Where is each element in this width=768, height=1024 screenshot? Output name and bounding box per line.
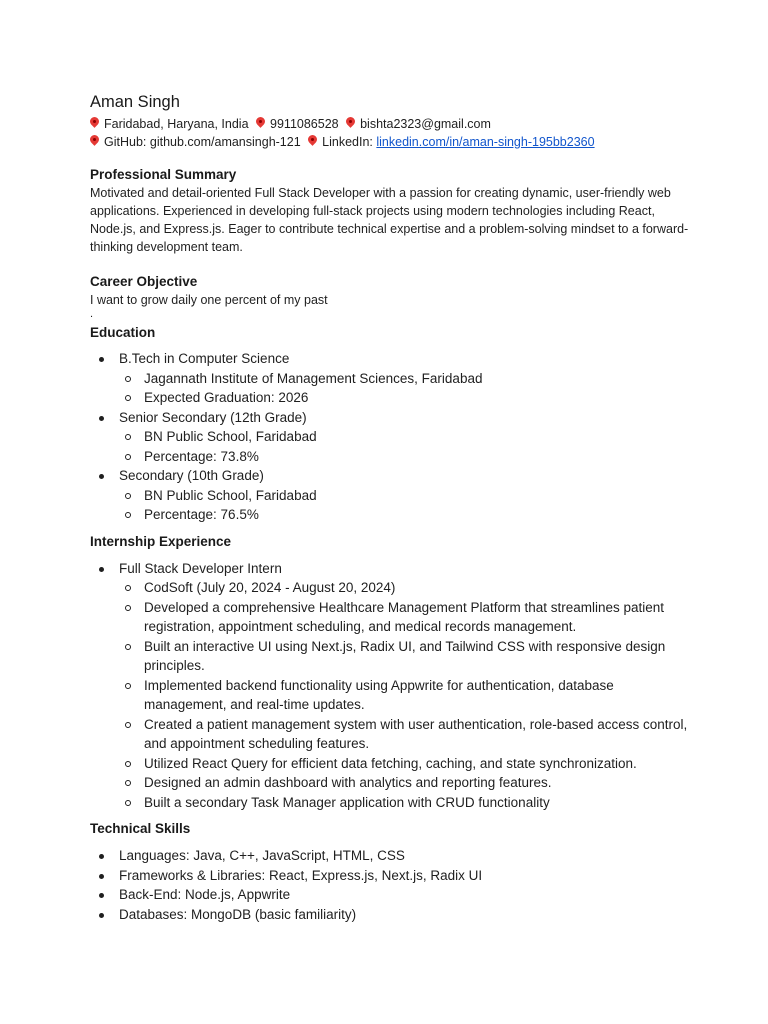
contact-line-2 (90, 133, 690, 151)
internship-detail: CodSoft (July 20, 2024 - August 20, 2024) (119, 578, 690, 598)
skills-list (90, 846, 690, 924)
internship-detail: Built an interactive UI using Next.js, Radix UI, and Tailwind CSS with responsive design principles. (119, 637, 690, 676)
internship-detail: Created a patient management system with user authentication, role-based access control, and appointment scheduling features. (119, 715, 690, 754)
pin-icon (308, 135, 317, 147)
linkedin-label: LinkedIn: (322, 135, 373, 149)
pin-icon (90, 117, 99, 129)
education-detail: Jagannath Institute of Management Sciences, Faridabad (119, 369, 690, 389)
internship-detail: Developed a comprehensive Healthcare Management Platform that streamlines patient registration, appointment scheduling, and medical records management. (119, 598, 690, 637)
pin-icon (256, 117, 265, 129)
education-title: B.Tech in Computer Science (119, 351, 290, 366)
objective-heading: Career Objective (90, 274, 198, 289)
github-label: GitHub: (104, 135, 147, 149)
education-detail: BN Public School, Faridabad (119, 427, 690, 447)
education-detail: Expected Graduation: 2026 (119, 388, 690, 408)
education-detail: BN Public School, Faridabad (119, 486, 690, 506)
objective-trailing: . (90, 308, 94, 320)
education-details (119, 369, 690, 408)
education-title: Senior Secondary (12th Grade) (119, 409, 307, 425)
skill-item: Back-End: Node.js, Appwrite (90, 885, 690, 905)
internship-detail: Utilized React Query for efficient data fetching, caching, and state synchronization. (119, 754, 690, 774)
education-detail: Percentage: 76.5% (119, 505, 690, 525)
pin-icon (90, 135, 99, 147)
education-details (119, 486, 690, 525)
summary-heading: Professional Summary (90, 167, 237, 182)
education-item (90, 408, 690, 467)
github-url: github.com/amansingh-121 (149, 135, 301, 149)
education-list (90, 349, 690, 525)
skills-heading: Technical Skills (90, 821, 191, 836)
internship-detail: Implemented backend functionality using Appwrite for authentication, database management, and real-time updates. (119, 676, 690, 715)
education-detail: Percentage: 73.8% (119, 447, 690, 467)
resume-name: Aman Singh (90, 93, 180, 111)
contact-location: Faridabad, Haryana, India (104, 117, 249, 131)
education-title: Secondary (10th Grade) (119, 468, 264, 483)
contact-email: bishta2323@gmail.com (360, 117, 491, 131)
internship-item (90, 559, 690, 813)
education-item (90, 466, 690, 525)
internship-list (90, 559, 690, 813)
skill-item: Languages: Java, C++, JavaScript, HTML, CSS (90, 846, 690, 866)
skill-item: Frameworks & Libraries: React, Express.js, Next.js, Radix UI (90, 866, 690, 886)
linkedin-link[interactable]: linkedin.com/in/aman-singh-195bb2360 (376, 135, 595, 149)
objective-text: I want to grow daily one percent of my past (90, 293, 328, 307)
contact-phone: 9911086528 (270, 117, 339, 131)
internship-details (119, 578, 690, 812)
education-details (119, 427, 690, 466)
summary-text: Motivated and detail-oriented Full Stack Developer with a passion for creating dynamic, user-friendly web applications. Experienced in developing full-stack projects using modern technologies including React, Node.js, and Express.js. Eager to contribute technical expertise and a problem-solving mindset to a forward-thinking development team. (90, 186, 689, 254)
internship-detail: Built a secondary Task Manager application with CRUD functionality (119, 793, 690, 813)
pin-icon (346, 117, 355, 129)
education-heading: Education (90, 325, 156, 340)
contact-line-1 (90, 115, 690, 133)
skill-item: Databases: MongoDB (basic familiarity) (90, 905, 690, 925)
internship-heading: Internship Experience (90, 533, 232, 549)
education-item (90, 349, 690, 408)
internship-title: Full Stack Developer Intern (119, 560, 282, 576)
resume-page (90, 92, 690, 924)
internship-detail: Designed an admin dashboard with analytics and reporting features. (119, 773, 690, 793)
